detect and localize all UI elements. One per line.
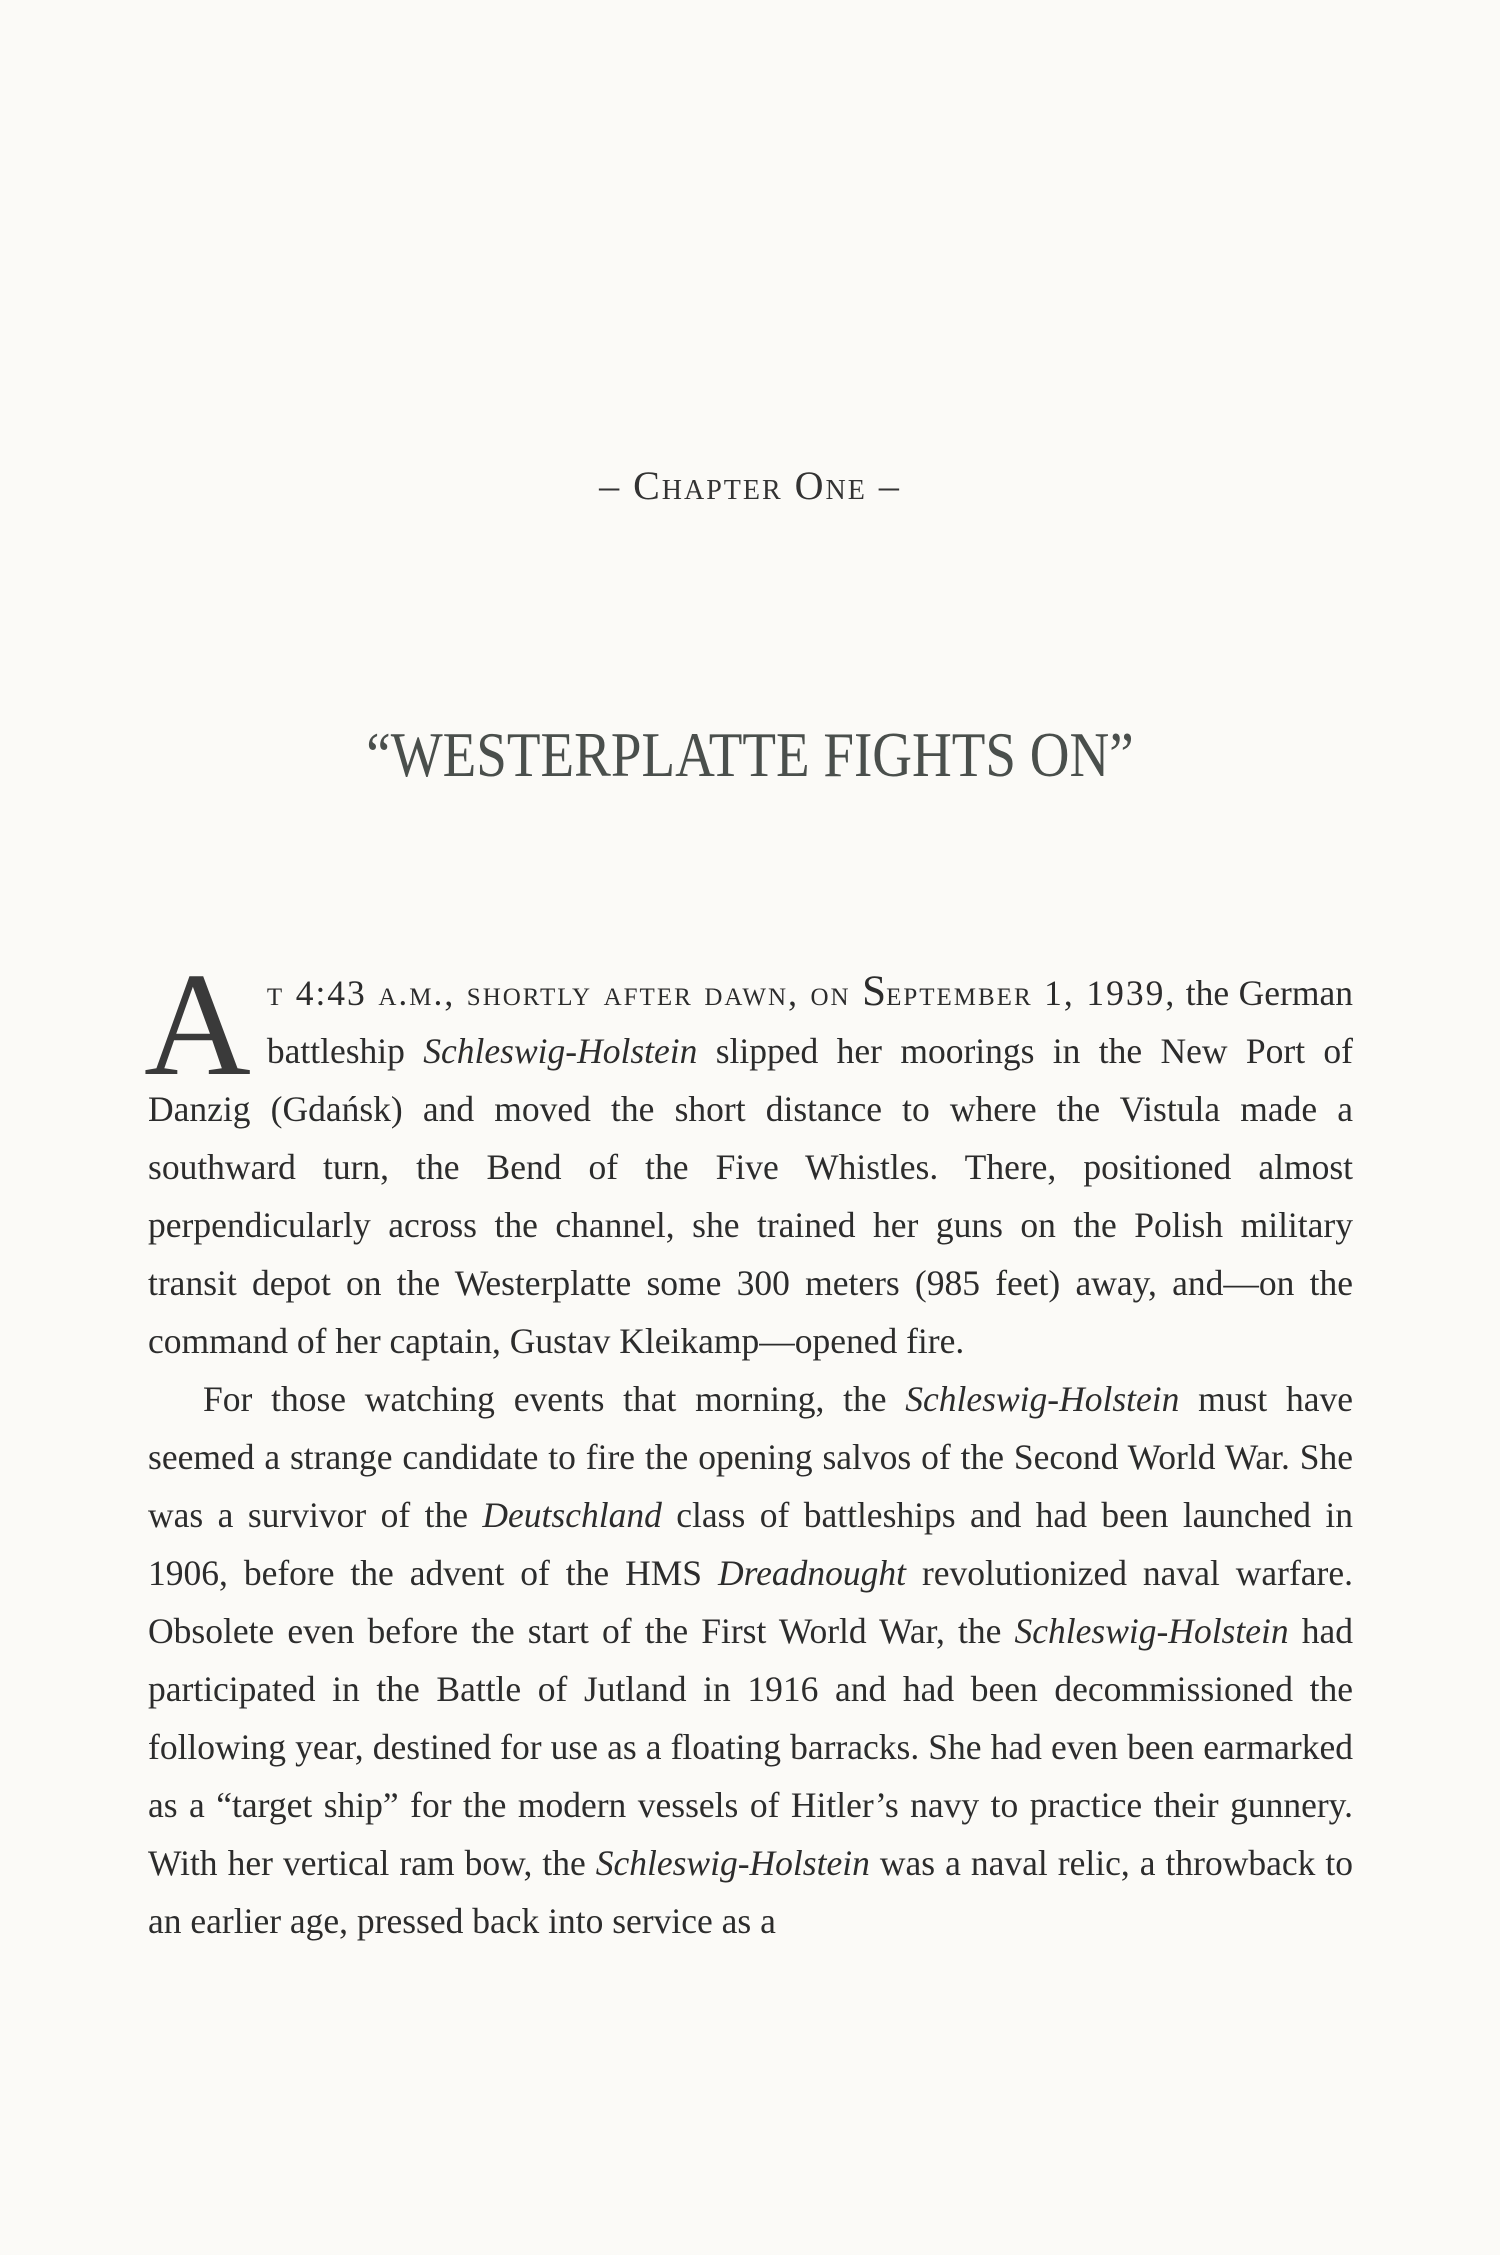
paragraph-1: [144, 943, 1353, 1370]
text-run: class of battleships and had been launched in 1906, before the advent of the HMS: [148, 1495, 1353, 1593]
lead-in-smallcaps: t 4:43 a.m., shortly after dawn, on: [266, 973, 863, 1013]
lead-in-smallcaps-date: eptember 1, 1939,: [886, 973, 1177, 1013]
ship-name: Schleswig-Holstein: [595, 1843, 870, 1883]
ship-name: Schleswig-Holstein: [905, 1379, 1180, 1419]
lead-in-capital: S: [862, 968, 887, 1015]
body-text: [144, 943, 1353, 1950]
ship-class-name: Deutschland: [482, 1495, 662, 1535]
text-run: slipped her moorings in the New Port of Danzig (Gdańsk) and moved the short distance to where the Vistula made a southward turn, the Bend of the Five Whistles. There, positioned almost perpendicularly across the channel, she trained her guns on the Polish military transit depot on the Westerplatte some 300 meters (985 feet) away, and—on the command of her captain, Gustav Kleikamp—opened fire.: [148, 1031, 1353, 1361]
ship-name: Schleswig-Holstein: [1014, 1611, 1289, 1651]
text-run: was a naval relic, a throwback to an earlier age, pressed back into service as a: [148, 1843, 1353, 1941]
drop-cap: A: [144, 943, 251, 1107]
text-run: must have seemed a strange candidate to fire the opening salvos of the Second World War. She was a survivor of the: [148, 1379, 1353, 1535]
chapter-title: “WESTERPLATTE FIGHTS ON”: [366, 719, 1134, 790]
text-run: revolutionized naval warfare. Obsolete even before the start of the First World War, the: [148, 1553, 1353, 1651]
text-run: the German battleship: [266, 973, 1353, 1071]
chapter-label: – Chapter One –: [599, 463, 901, 508]
text-run: had participated in the Battle of Jutland in 1916 and had been decommissioned the following year, destined for use as a floating barracks. She had even been earmarked as a “target ship” for the modern vessels of Hitler’s navy to practice their gunnery. With her vertical ram bow, the: [148, 1611, 1353, 1883]
ship-name: Dreadnought: [718, 1553, 907, 1593]
ship-name: Schleswig-Holstein: [423, 1031, 698, 1071]
text-run: For those watching events that morning, the: [203, 1379, 906, 1419]
paragraph-2: [148, 1370, 1353, 1950]
